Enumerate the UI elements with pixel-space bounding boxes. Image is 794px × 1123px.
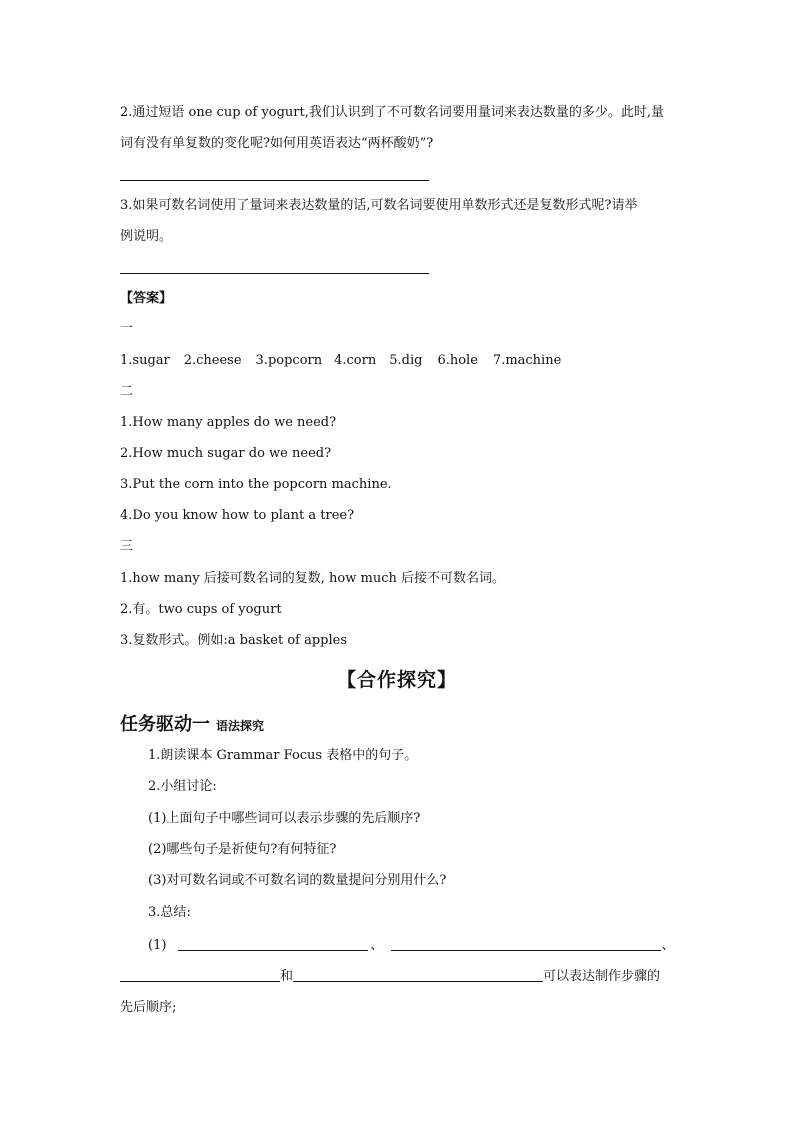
answers-heading: 【答案】 (120, 291, 173, 306)
answer-word: 7.machine (492, 353, 562, 368)
answer-blank-line (120, 180, 429, 181)
question-2-line-1: 2.通过短语 one cup of yogurt,我们认识到了不可数名词要用量词来表达数量的多少。此时,量 (120, 105, 665, 120)
answer-sentence: 2.有。two cups of yogurt (120, 602, 282, 617)
task-item: (1)上面句子中哪些词可以表示步骤的先后顺序? (148, 811, 421, 826)
task-item: (3)对可数名词或不可数名词的数量提问分别用什么? (148, 873, 447, 888)
summary-tail: 可以表达制作步骤的 (543, 969, 661, 984)
answer-sentence: 1.How many apples do we need? (120, 415, 337, 430)
task-item: 3.总结: (148, 905, 191, 920)
summary-line-3: 先后顺序; (120, 1000, 177, 1015)
answer-word: 6.hole (437, 353, 478, 368)
summary-number: (1) (148, 938, 167, 953)
task-title-sub: 语法探究 (216, 719, 265, 733)
answer-blank-line (120, 273, 429, 274)
answer-word: 1.sugar (120, 353, 170, 368)
answer-sentence: 4.Do you know how to plant a tree? (120, 508, 355, 523)
question-2-line-2: 词有没有单复数的变化呢?如何用英语表达“两杯酸奶”? (120, 136, 434, 151)
separator: 、 (370, 938, 384, 953)
fill-blank[interactable] (178, 936, 368, 951)
fill-blank[interactable] (120, 967, 280, 982)
task-item: 2.小组讨论: (148, 779, 217, 794)
answer-word: 2.cheese (183, 353, 242, 368)
answer-word: 5.dig (389, 353, 423, 368)
task-item: 1.朗读课本 Grammar Focus 表格中的句子。 (148, 748, 418, 763)
summary-line-1 (148, 936, 674, 955)
answer-sentence: 1.how many 后接可数名词的复数, how much 后接不可数名词。 (120, 571, 505, 586)
task-title-main: 任务驱动一 (120, 714, 210, 735)
answer-sentence: 2.How much sugar do we need? (120, 446, 332, 461)
and-connector: 和 (280, 969, 294, 984)
answers-section-3-label: 三 (120, 539, 134, 554)
separator: 、 (661, 938, 675, 953)
answer-sentence: 3.复数形式。例如:a basket of apples (120, 633, 348, 648)
question-3-line-1: 3.如果可数名词使用了量词来表达数量的话,可数名词要使用单数形式还是复数形式呢?请举 (120, 198, 638, 213)
fill-blank[interactable] (293, 967, 543, 982)
answers-section-1-label: 一 (120, 321, 134, 336)
answers-section-1-list (120, 352, 561, 370)
answer-word: 3.popcorn (255, 353, 323, 368)
answer-sentence: 3.Put the corn into the popcorn machine. (120, 477, 392, 492)
answers-section-2-label: 二 (120, 384, 134, 399)
cooperation-heading: 【合作探究】 (336, 669, 457, 691)
question-3-line-2: 例说明。 (120, 229, 173, 244)
fill-blank[interactable] (391, 936, 661, 951)
task-item: (2)哪些句子是祈使句?有何特征? (148, 842, 337, 857)
task-title (120, 710, 264, 736)
answer-word: 4.corn (334, 353, 377, 368)
summary-line-2 (120, 967, 660, 986)
